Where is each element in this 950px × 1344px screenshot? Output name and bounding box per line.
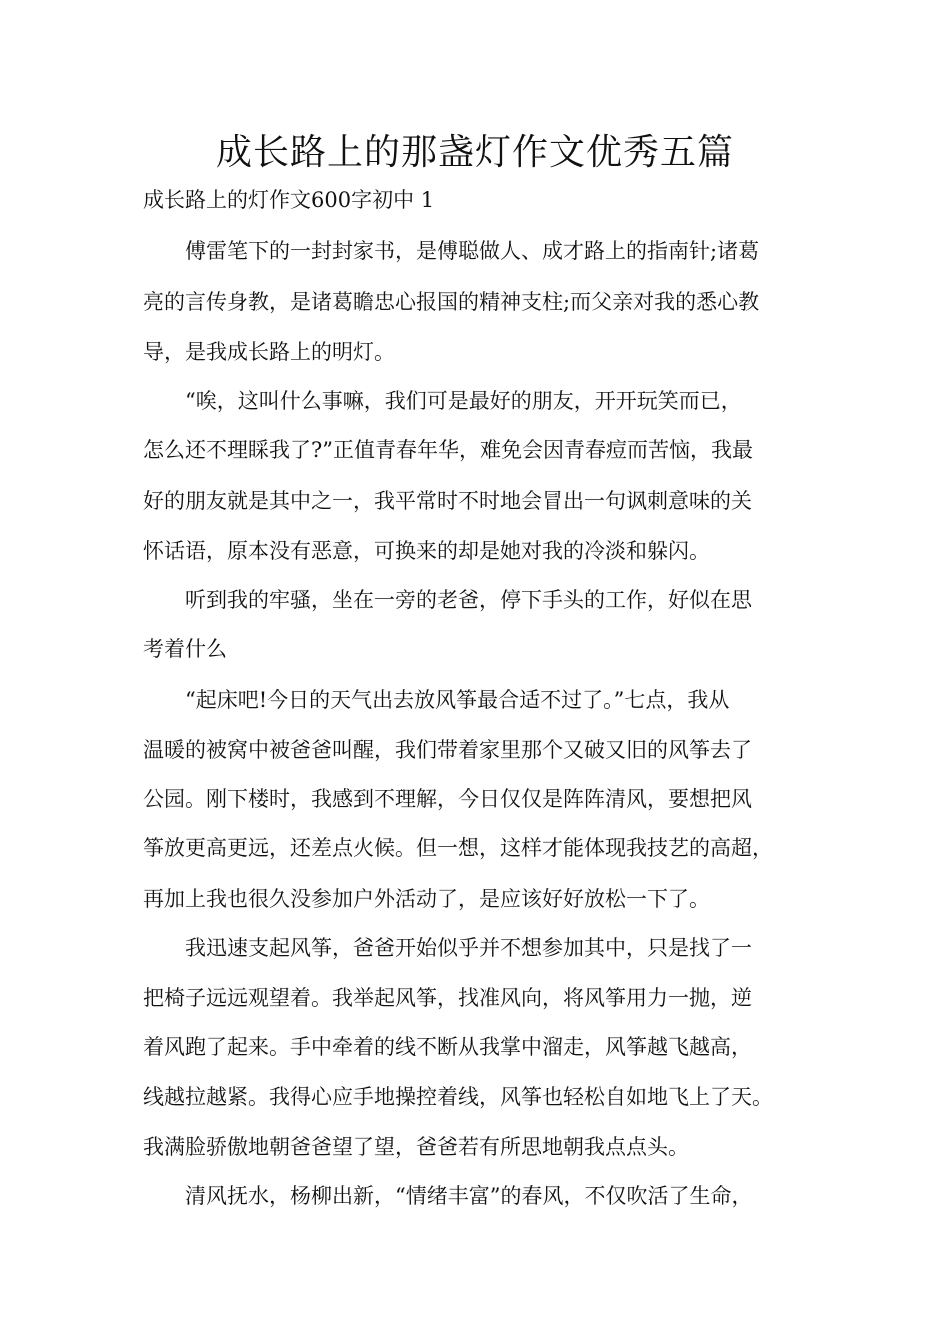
body-line: 清风抚水，杨柳出新，“情绪丰富”的春风，不仅吹活了生命， — [143, 1184, 753, 1208]
body-line: 公园。刚下楼时，我感到不理解，今日仅仅是阵阵清风，要想把风 — [143, 787, 752, 811]
document-subtitle: 成长路上的灯作文600字初中 1 — [143, 188, 435, 212]
body-line: 着风跑了起来。手中牵着的线不断从我掌中溜走，风筝越飞越高， — [143, 1035, 752, 1059]
document-title: 成长路上的那盏灯作文优秀五篇 — [215, 132, 734, 173]
body-line: 听到我的牢骚，坐在一旁的老爸，停下手头的工作，好似在思 — [143, 588, 752, 612]
body-line: 考着什么 — [143, 637, 227, 661]
body-line: 把椅子远远观望着。我举起风筝，找准风向，将风筝用力一抛，逆 — [143, 986, 752, 1010]
body-line: 亮的言传身教，是诸葛瞻忠心报国的精神支柱;而父亲对我的悉心教 — [143, 290, 760, 314]
body-line: 导，是我成长路上的明灯。 — [143, 340, 395, 364]
body-line: 怎么还不理睬我了?”正值青春年华，难免会因青春痘而苦恼，我最 — [143, 438, 753, 462]
body-line: 傅雷笔下的一封封家书，是傅聪做人、成才路上的指南针;诸葛 — [143, 239, 760, 263]
body-line: “唉，这叫什么事嘛，我们可是最好的朋友，开开玩笑而已， — [143, 389, 742, 413]
body-line: 筝放更高更远，还差点火候。但一想，这样才能体现我技艺的高超， — [143, 836, 773, 860]
body-line: “起床吧!今日的天气出去放风筝最合适不过了。”七点，我从 — [143, 688, 730, 712]
body-line: 线越拉越紧。我得心应手地操控着线，风筝也轻松自如地飞上了天。 — [143, 1085, 773, 1109]
body-line: 怀话语，原本没有恶意，可换来的却是她对我的冷淡和躲闪。 — [143, 539, 710, 563]
body-line: 我满脸骄傲地朝爸爸望了望，爸爸若有所思地朝我点点头。 — [143, 1135, 689, 1159]
body-line: 我迅速支起风筝，爸爸开始似乎并不想参加其中，只是找了一 — [143, 936, 752, 960]
body-line: 好的朋友就是其中之一，我平常时不时地会冒出一句讽刺意味的关 — [143, 489, 752, 513]
body-line: 再加上我也很久没参加户外活动了，是应该好好放松一下了。 — [143, 887, 710, 911]
body-line: 温暖的被窝中被爸爸叫醒，我们带着家里那个又破又旧的风筝去了 — [143, 738, 752, 762]
